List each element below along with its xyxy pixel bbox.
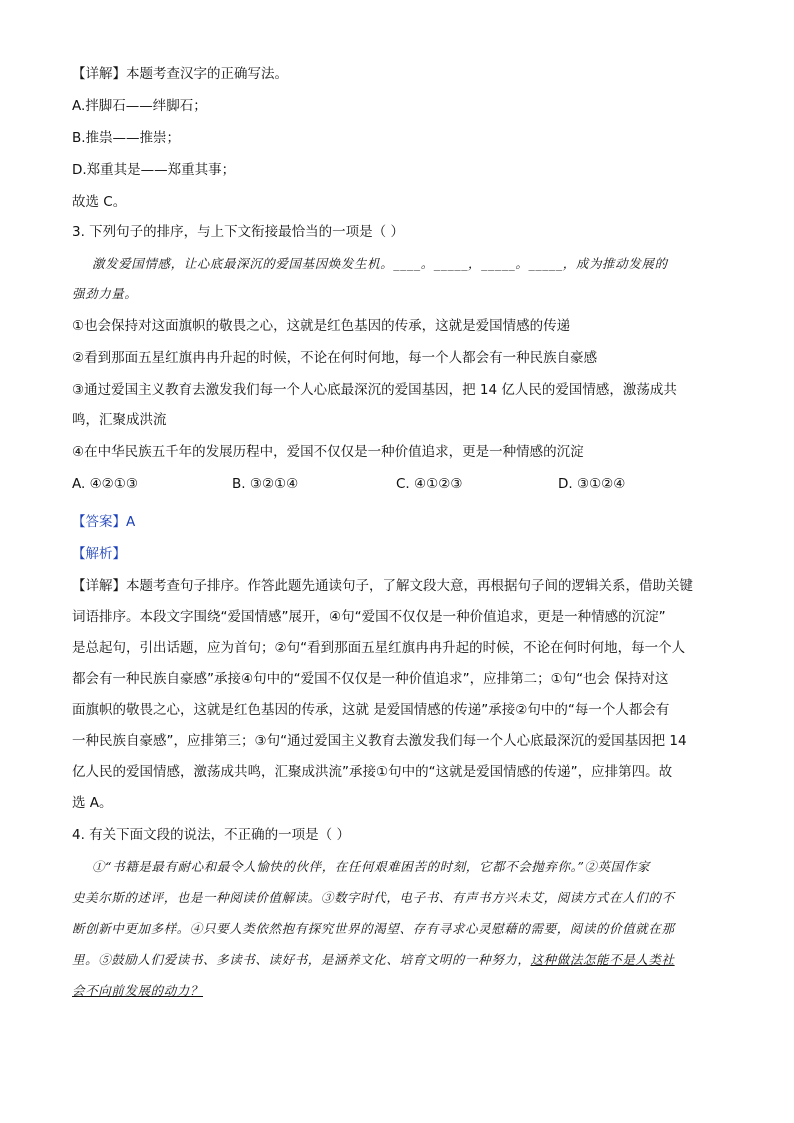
sentence-1: ①也会保持对这面旗帜的敬畏之心，这就是红色基因的传承，这就是爱国情感的传递 [72, 318, 571, 334]
item-d-line: D.郑重其是——郑重其事； [72, 162, 236, 178]
explanation-line: 词语排序。本段文字围绕“爱国情感”展开，④句“爱国不仅仅是一种价值追求，更是一种情感的沉淀” [72, 609, 666, 625]
q4-passage-line: 史美尔斯的述评，也是一种阅读价值解读。③数字时代，电子书、有声书方兴未艾，阅读方式在人们的不 [72, 890, 675, 905]
q4-passage-last-line: 会不向前发展的动力？ [72, 983, 204, 998]
explanation-line: 亿人民的爱国情感，激荡成共鸣，汇聚成洪流”承接①句中的“这就是爱国情感的传递”，应排第四。故 [72, 764, 673, 780]
analysis-label: 【解析】 [72, 546, 126, 562]
option-a: A. ④②①③ [72, 476, 138, 492]
option-d: D. ③①②④ [558, 476, 626, 492]
sentence-4: ④在中华民族五千年的发展历程中，爱国不仅仅是一种价值追求，更是一种情感的沉淀 [72, 444, 584, 460]
option-b: B. ③②①④ [232, 476, 299, 492]
q4-passage-line: 断创新中更加多样。④只要人类依然抱有探究世界的渴望、存有寻求心灵慰藉的需要，阅读的价值就在那 [72, 921, 675, 936]
explanation-line: 都会有一种民族自豪感”承接④句中的“爱国不仅仅是一种价值追求”，应排第二；①句“也会 保持对这 [72, 671, 669, 687]
q4-passage-line: ①“书籍是最有耐心和最令人愉快的伙伴，在任何艰难困苦的时刻，它都不会抛弃你。”②英国作家 [92, 859, 650, 874]
option-c: C. ④①②③ [396, 476, 463, 492]
item-a-line: A.拌脚石——绊脚石； [72, 98, 207, 114]
sentence-3: ③通过爱国主义教育去激发我们每一个人心底最深沉的爱国基因，把 14 亿人民的爱国情感，激荡成共 [72, 382, 677, 398]
explanation-line: 面旗帜的敬畏之心，这就是红色基因的传承，这就 是爱国情感的传递”承接②句中的“每一个人都会有 [72, 702, 670, 718]
q4-passage-text: 里。⑤鼓励人们爱读书、多读书、读好书，是涵养文化、培育文明的一种努力， [72, 952, 531, 967]
passage-line-1: 激发爱国情感，让心底最深沉的爱国基因焕发生机。____。_____，_____。_____，成为推动发展的 [92, 256, 668, 271]
item-b-line: B.推祟——推崇； [72, 130, 181, 146]
sentence-3-cont: 鸣，汇聚成洪流 [72, 412, 167, 428]
explanation-line: 选 A。 [72, 795, 113, 811]
sentence-2: ②看到那面五星红旗冉冉升起的时候，不论在何时何地，每一个人都会有一种民族自豪感 [72, 350, 598, 366]
q4-underlined-text: 这种做法怎能不是人类社 [530, 952, 675, 967]
explanation-line: 是总起句，引出话题，应为首句；②句“看到那面五星红旗冉冉升起的时候，不论在何时何地，每一个人 [72, 640, 686, 656]
passage-line-2: 强劲力量。 [72, 286, 138, 301]
question-3-title: 3. 下列句子的排序，与上下文衔接最恰当的一项是（ ） [72, 224, 404, 240]
question-4-title: 4. 有关下面文段的说法，不正确的一项是（ ） [72, 827, 350, 843]
detail-line: 【详解】本题考查汉字的正确写法。 [72, 66, 288, 82]
explanation-line: 一种民族自豪感”，应排第三；③句“通过爱国主义教育去激发我们每一个人心底最深沉的爱国基因把 14 [72, 733, 687, 749]
q4-passage-line-4 [72, 950, 675, 970]
choice-line: 故选 C。 [72, 194, 127, 210]
explanation-line: 【详解】本题考查句子排序。作答此题先通读句子，了解文段大意，再根据句子间的逻辑关系，借助关键 [72, 578, 693, 594]
answer-label: 【答案】A [72, 514, 136, 530]
